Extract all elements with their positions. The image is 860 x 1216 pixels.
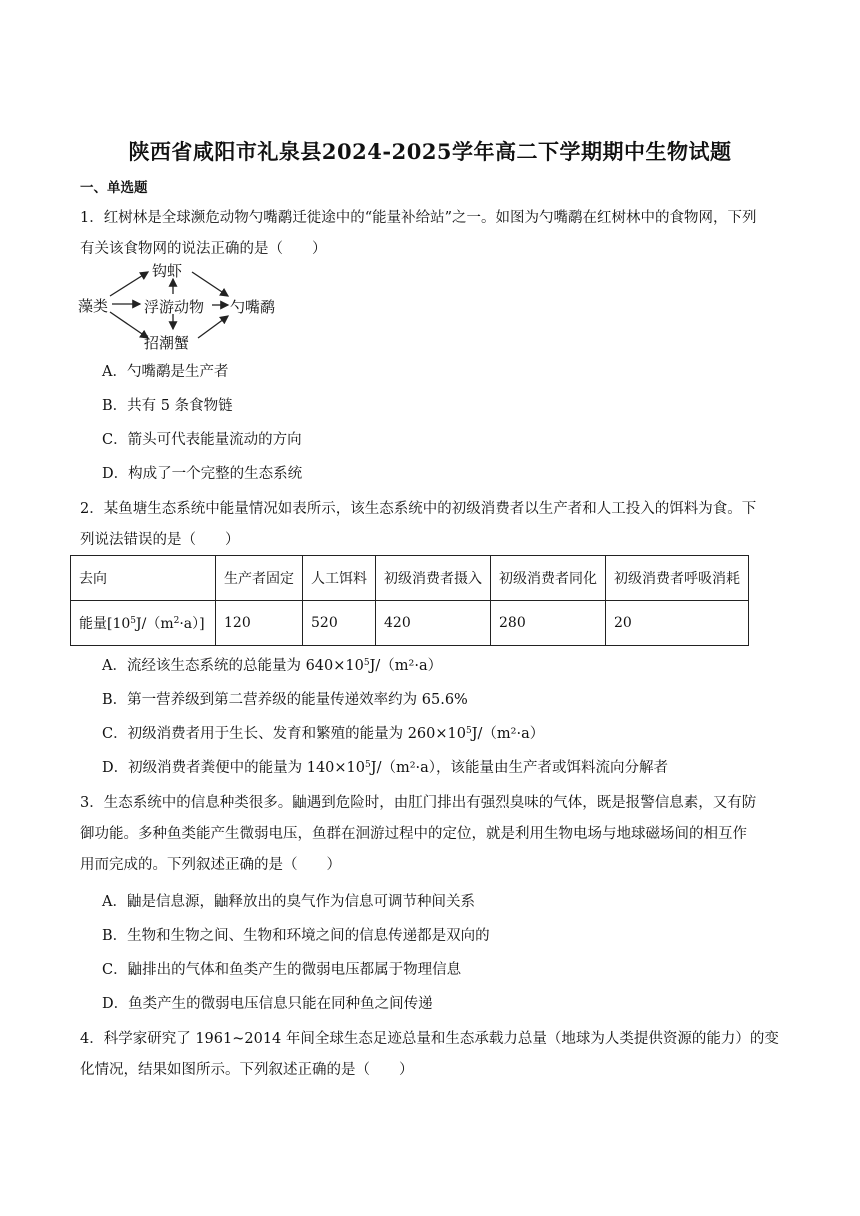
option-sup: 5 [465, 726, 472, 736]
q2-option-b: B．第一营养级到第二营养级的能量传递效率约为 65.6% [102, 692, 468, 708]
table-row-label [71, 601, 216, 646]
q4-stem-line2: 化情况，结果如图所示。下列叙述正确的是（ ） [80, 1062, 414, 1078]
node-bird: 勺嘴鹬 [230, 298, 276, 316]
exam-title: 陕西省咸阳市礼泉县2024-2025学年高二下学期期中生物试题 [128, 139, 732, 164]
table-header-cell: 初级消费者呼吸消耗 [606, 556, 749, 601]
q1-option-d: D．构成了一个完整的生态系统 [102, 466, 303, 482]
table-header-cell: 初级消费者同化 [491, 556, 606, 601]
row-label-text: 能量[10 [79, 616, 131, 632]
table-row [71, 601, 749, 646]
option-text: D．初级消费者粪便中的能量为 140×10 [102, 760, 366, 776]
q2-stem-line1: 2．某鱼塘生态系统中能量情况如表所示，该生态系统中的初级消费者以生产者和人工投入的饵料为食。下 [80, 501, 757, 517]
arrow-algae-crab [110, 312, 148, 338]
q3-option-d: D．鱼类产生的微弱电压信息只能在同种鱼之间传递 [102, 996, 433, 1012]
q3-stem-line3: 用而完成的。下列叙述正确的是（ ） [80, 857, 341, 873]
table-cell: 520 [303, 601, 376, 646]
q1-option-c: C．箭头可代表能量流动的方向 [102, 432, 302, 448]
arrow-crab-bird [198, 316, 228, 338]
table-header-row [71, 556, 749, 601]
q2-stem-line2: 列说法错误的是（ ） [80, 532, 240, 548]
q1-stem-line1: 1．红树林是全球濒危动物勺嘴鹬迁徙途中的“能量补给站”之一。如图为勺嘴鹬在红树林中的食物网，下列 [80, 210, 757, 226]
arrow-algae-shrimp [110, 272, 148, 296]
node-zooplankton: 浮游动物 [144, 298, 205, 316]
option-text: C．初级消费者用于生长、发育和繁殖的能量为 260×10 [102, 726, 466, 742]
option-text: J/（m²·a） [471, 726, 545, 742]
table-cell: 20 [606, 601, 749, 646]
q1-option-b: B．共有 5 条食物链 [102, 398, 233, 414]
table-header-cell: 初级消费者摄入 [376, 556, 491, 601]
q2-option-c [102, 722, 544, 743]
table-cell: 280 [491, 601, 606, 646]
q2-option-d [102, 756, 668, 777]
q3-option-b: B．生物和生物之间、生物和环境之间的信息传递都是双向的 [102, 928, 490, 944]
table-cell: 420 [376, 601, 491, 646]
q2-option-a [102, 654, 442, 675]
section-heading: 一、单选题 [80, 180, 148, 196]
option-text: A．流经该生态系统的总能量为 640×10 [102, 658, 364, 674]
row-label-text: J/（m [136, 616, 174, 632]
q4-stem-line1: 4．科学家研究了 1961~2014 年间全球生态足迹总量和生态承载力总量（地球为人类提供资源的能力）的变 [80, 1031, 779, 1047]
q3-stem-line1: 3．生态系统中的信息种类很多。鼬遇到危险时，由肛门排出有强烈臭味的气体，既是报警信息素，又有防 [80, 795, 757, 811]
option-sup: 5 [365, 760, 371, 770]
option-text: J/（m²·a），该能量由生产者或饵料流向分解者 [370, 760, 669, 776]
row-label-text: ·a）] [179, 616, 205, 632]
q1-stem-line2: 有关该食物网的说法正确的是（ ） [80, 241, 327, 257]
q3-option-c: C．鼬排出的气体和鱼类产生的微弱电压都属于物理信息 [102, 962, 462, 978]
food-web-diagram [78, 258, 288, 354]
arrow-shrimp-bird [192, 272, 228, 296]
table-header-cell: 去向 [71, 556, 216, 601]
row-label-sup: 5 [130, 616, 137, 626]
q3-stem-line2: 御功能。多种鱼类能产生微弱电压，鱼群在洄游过程中的定位，就是利用生物电场与地球磁场间的相互作 [80, 826, 747, 842]
option-sup: 5 [363, 658, 370, 668]
energy-table [70, 555, 749, 646]
option-text: J/（m²·a） [369, 658, 443, 674]
node-crab: 招潮蟹 [144, 334, 190, 352]
node-shrimp: 钩虾 [152, 262, 183, 280]
table-header-cell: 生产者固定 [216, 556, 303, 601]
table-cell: 120 [216, 601, 303, 646]
node-algae: 藻类 [78, 297, 109, 315]
row-label-sup: 2 [173, 616, 180, 626]
q3-option-a: A．鼬是信息源，鼬释放出的臭气作为信息可调节种间关系 [102, 894, 475, 910]
table-header-cell: 人工饵料 [303, 556, 376, 601]
q1-option-a: A．勺嘴鹬是生产者 [102, 364, 229, 380]
